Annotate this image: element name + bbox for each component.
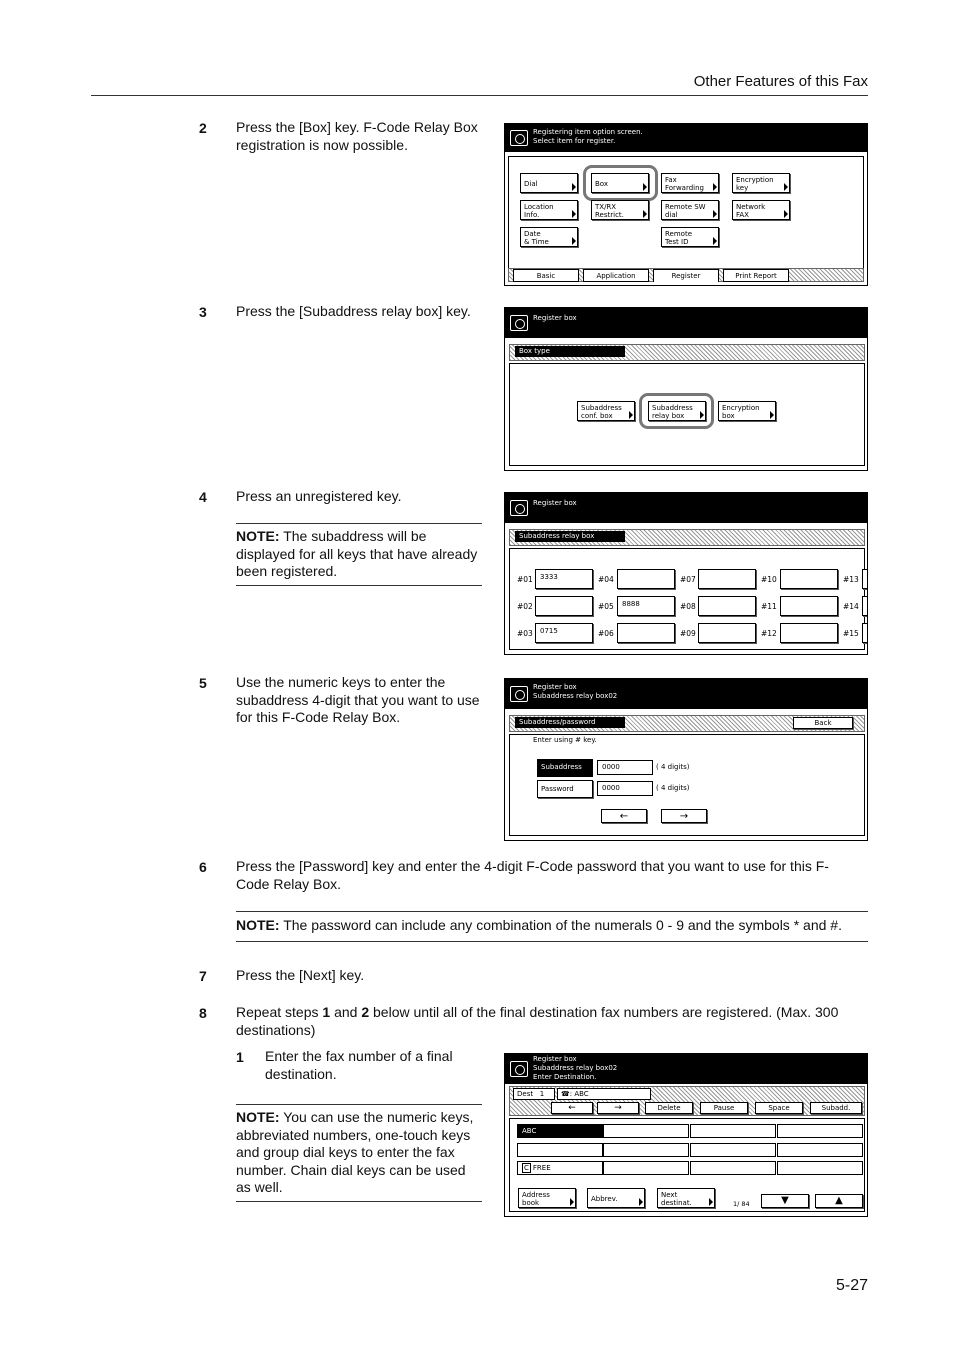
abbrev-key[interactable]: Abbrev. [587,1188,645,1208]
panel-header-text: Register box Subaddress relay box02 Enter Destination. [533,1055,618,1081]
slot-label: #07 [680,575,696,584]
step-8-note: NOTE: You can use the numeric keys, abbreviated numbers, one-touch keys and group dial keys to enter the fax number. Chain dial keys can be used as well. [236,1104,482,1202]
relay-slot-07[interactable] [698,569,756,589]
slot-label: #02 [517,602,533,611]
cursor-right-button[interactable]: → [597,1102,639,1114]
step-4-note: NOTE: The subaddress will be displayed for all keys that have already been registered. [236,523,482,586]
step-5-number: 5 [199,675,207,691]
password-digits-hint: ( 4 digits) [656,784,690,792]
character-cell[interactable] [777,1161,863,1175]
relay-slot-08[interactable] [698,596,756,616]
relay-slot-01[interactable]: 3333 [535,569,593,589]
fax-icon [510,315,528,331]
subaddress-key[interactable]: Subaddress [537,759,593,777]
substep-1-text: Enter the fax number of a final destination. [265,1048,453,1082]
step-3-text: Press the [Subaddress relay box] key. [236,303,471,319]
relay-slot-06[interactable] [617,623,675,643]
step-3-number: 3 [199,304,207,320]
relay-slot-05[interactable]: 8888 [617,596,675,616]
panel-header-text: Registering item option screen. Select item for register. [533,128,643,145]
phone-icon: ☎ [561,1090,570,1098]
fax-icon [510,1061,528,1077]
slot-label: #12 [761,629,777,638]
panel-header-text: Register box [533,499,577,507]
slot-label: #11 [761,602,777,611]
fax-forwarding-key[interactable]: Fax Forwarding [661,173,719,193]
register-box-type-panel [504,307,868,471]
relay-slot-11[interactable] [780,596,838,616]
step-6-number: 6 [199,859,207,875]
step-8-number: 8 [199,1005,207,1021]
step-2-text: Press the [Box] key. F-Code Relay Box registration is now possible. [236,119,478,153]
subaddress-password-panel [504,678,868,841]
character-cell[interactable] [777,1124,863,1138]
password-key[interactable]: Password [537,780,593,798]
slot-label: #06 [598,629,614,638]
relay-slot-13[interactable] [862,569,868,589]
relay-slot-04[interactable] [617,569,675,589]
character-cell-abc[interactable]: ABC [517,1124,603,1138]
step-8-text: Repeat steps 1 and 2 below until all of the final destination fax numbers are registered. (Max. 300 destinations) [236,1004,839,1038]
scroll-up-button[interactable]: ▲ [815,1194,863,1208]
slot-label: #09 [680,629,696,638]
page-number: 5-27 [835,1277,868,1294]
register-options-panel [504,123,868,286]
step-7-text: Press the [Next] key. [236,967,365,983]
subadd-button[interactable]: Subadd. [810,1102,862,1114]
character-cell[interactable] [690,1143,776,1157]
enter-destination-panel [504,1053,868,1217]
dest-number-field: Dest 1 [513,1088,555,1100]
character-cell[interactable] [603,1124,689,1138]
character-cell[interactable] [777,1143,863,1157]
tab-basic[interactable]: Basic [513,269,579,282]
remote-sw-dial-key[interactable]: Remote SW dial [661,200,719,220]
character-cell[interactable] [603,1161,689,1175]
page-indicator: 1/ 84 [733,1200,750,1208]
space-button[interactable]: Space [755,1102,803,1114]
encryption-box-key[interactable]: Encryption box [718,401,776,421]
slot-label: #08 [680,602,696,611]
page-header-title: Other Features of this Fax [693,73,868,90]
delete-button[interactable]: Delete [645,1102,693,1114]
section-label: Subaddress relay box [515,531,625,542]
character-cell-free[interactable]: C FREE [517,1161,603,1175]
step-5-text: Use the numeric keys to enter the subaddress 4-digit that you want to use for this F-Code Relay Box. [236,674,480,725]
address-book-key[interactable]: Address book [518,1188,576,1208]
panel-header [505,493,867,523]
slot-label: #13 [843,575,859,584]
scroll-down-button[interactable]: ▼ [761,1194,809,1208]
step-4-number: 4 [199,489,207,505]
txrx-restrict-key[interactable]: TX/RX Restrict. [591,200,649,220]
relay-slot-15[interactable] [862,623,868,643]
relay-slot-03[interactable]: 0715 [535,623,593,643]
subaddress-digits-hint: ( 4 digits) [656,763,690,771]
cursor-right-button[interactable]: → [661,809,707,823]
step-6-text: Press the [Password] key and enter the 4-digit F-Code password that you want to use for this F-Code Relay Box. [236,858,829,892]
fax-icon [510,500,528,516]
panel-header-text: Register box [533,314,577,322]
date-time-key[interactable]: Date & Time [520,227,578,247]
slot-label: #10 [761,575,777,584]
tab-print-report[interactable]: Print Report [723,269,789,282]
tab-register[interactable]: Register [653,269,719,282]
relay-slot-12[interactable] [780,623,838,643]
cursor-left-button[interactable]: ← [601,809,647,823]
relay-slot-10[interactable] [780,569,838,589]
c-icon: C [524,1164,529,1172]
panel-header [505,308,867,338]
slot-label: #15 [843,629,859,638]
relay-slot-02[interactable] [535,596,593,616]
tab-application[interactable]: Application [583,269,649,282]
hint-text: Enter using # key. [533,736,597,744]
dest-name-field: ☎: ABC [557,1088,651,1100]
box-key[interactable]: Box [591,173,649,193]
box-key-highlight [583,165,658,201]
fax-icon [510,130,528,146]
step-2-number: 2 [199,120,207,136]
slot-label: #01 [517,575,533,584]
character-cell[interactable] [517,1143,603,1157]
network-fax-key[interactable]: Network FAX [732,200,790,220]
back-button[interactable]: Back [793,717,853,729]
subaddress-relay-box-key[interactable]: Subaddress relay box [648,401,706,421]
slot-label: #03 [517,629,533,638]
subaddress-conf-box-key[interactable]: Subaddress conf. box [577,401,635,421]
slot-label: #05 [598,602,614,611]
panel-header [505,1054,867,1084]
fax-icon [510,686,528,702]
step-7-number: 7 [199,968,207,984]
character-cell[interactable] [603,1143,689,1157]
remote-test-id-key[interactable]: Remote Test ID [661,227,719,247]
panel-header-text: Register box Subaddress relay box02 [533,683,618,700]
relay-slot-14[interactable] [862,596,868,616]
section-label: Subaddress/password [515,717,625,728]
substep-1-number: 1 [236,1049,244,1065]
step-4-text: Press an unregistered key. [236,488,402,504]
relay-slot-09[interactable] [698,623,756,643]
relay-box-key-highlight [639,393,714,429]
password-field[interactable]: 0000 [597,781,653,796]
relay-box-list-panel [504,492,868,655]
location-info-key[interactable]: Location Info. [520,200,578,220]
step-6-note: NOTE: The password can include any combination of the numerals 0 - 9 and the symbols * and #. [236,911,868,942]
section-label: Box type [515,346,625,357]
cursor-left-button[interactable]: ← [551,1102,593,1114]
subaddress-field[interactable]: 0000 [597,760,653,775]
encryption-key-key[interactable]: Encryption key [732,173,790,193]
slot-label: #14 [843,602,859,611]
next-destination-key[interactable]: Next destinat. [657,1188,715,1208]
character-cell[interactable] [690,1124,776,1138]
panel-header [505,679,867,709]
header-divider [91,95,868,96]
dial-key[interactable]: Dial [520,173,578,193]
panel-header [505,124,867,152]
character-cell[interactable] [690,1161,776,1175]
slot-label: #04 [598,575,614,584]
pause-button[interactable]: Pause [700,1102,748,1114]
